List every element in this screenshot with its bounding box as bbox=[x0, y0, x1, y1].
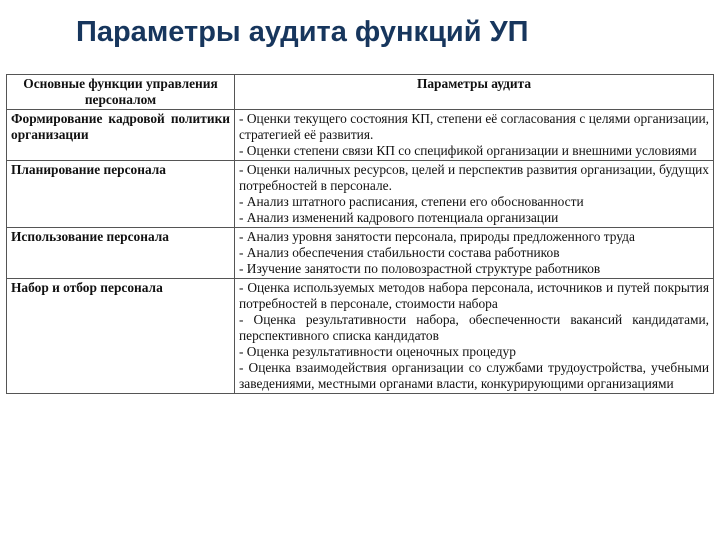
header-parameters: Параметры аудита bbox=[235, 75, 714, 110]
table-row bbox=[7, 110, 714, 161]
function-cell: Планирование персонала bbox=[7, 161, 235, 228]
table-header-row bbox=[7, 75, 714, 110]
header-functions: Основные функции управления персоналом bbox=[7, 75, 235, 110]
param-item: - Оценка результативности оценочных процедур bbox=[239, 344, 516, 359]
table-row bbox=[7, 161, 714, 228]
param-item: - Анализ уровня занятости персонала, природы предложенного труда bbox=[239, 229, 635, 244]
params-cell bbox=[235, 110, 714, 161]
params-cell bbox=[235, 161, 714, 228]
param-item: - Оценки текущего состояния КП, степени её согласования с целями организации, стратегией её развития. bbox=[239, 111, 709, 142]
param-item: - Оценка взаимодействия организации со службами трудоустройства, учебными заведениями, местными органами власти, конкурирующими организациями bbox=[239, 360, 709, 391]
table-row bbox=[7, 279, 714, 394]
param-item: - Анализ обеспечения стабильности состава работников bbox=[239, 245, 560, 260]
param-item: - Оценка результативности набора, обеспеченности вакансий кандидатами, перспективного списка кандидатов bbox=[239, 312, 709, 343]
param-item: - Оценки наличных ресурсов, целей и перспектив развития организации, будущих потребностей в персонале. bbox=[239, 162, 709, 193]
param-item: - Оценки степени связи КП со спецификой организации и внешними условиями bbox=[239, 143, 697, 158]
param-item: - Изучение занятости по половозрастной структуре работников bbox=[239, 261, 601, 276]
function-cell: Набор и отбор персонала bbox=[7, 279, 235, 394]
audit-table bbox=[6, 74, 714, 394]
slide-title: Параметры аудита функций УП bbox=[76, 16, 529, 48]
param-item: - Анализ штатного расписания, степени его обоснованности bbox=[239, 194, 584, 209]
param-item: - Оценка используемых методов набора персонала, источников и путей покрытия потребностей в персонале, стоимости набора bbox=[239, 280, 709, 311]
function-cell: Формирование кадровой политики организации bbox=[7, 110, 235, 161]
params-cell bbox=[235, 279, 714, 394]
table-row bbox=[7, 228, 714, 279]
function-cell: Использование персонала bbox=[7, 228, 235, 279]
param-item: - Анализ изменений кадрового потенциала организации bbox=[239, 210, 559, 225]
params-cell bbox=[235, 228, 714, 279]
